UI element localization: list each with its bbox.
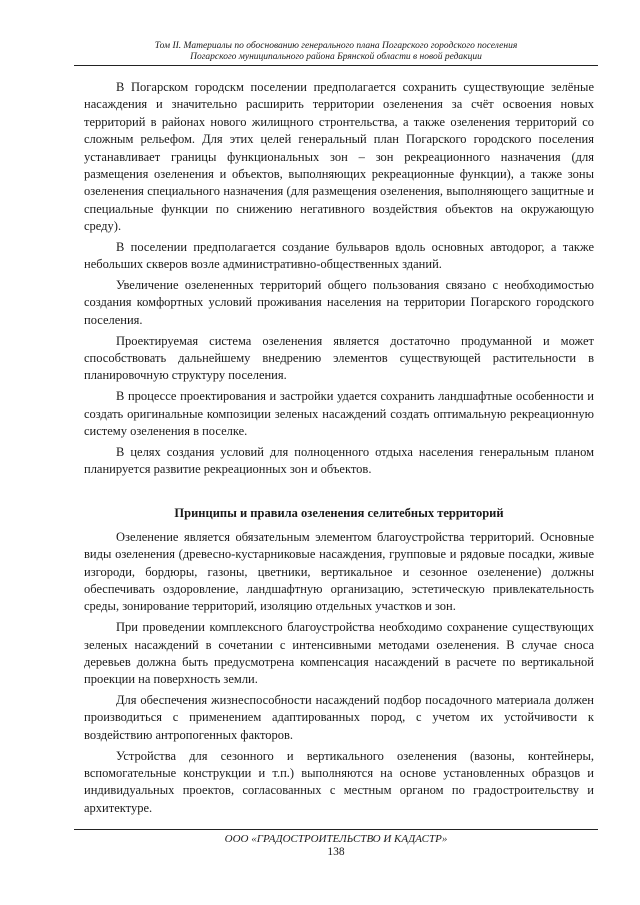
paragraph-9: Для обеспечения жизнеспособности насаждений подбор посадочного материала должен производиться с применением адаптированных пород, с учетом их устойчивости к воздействию антропогенных факторов.	[84, 693, 594, 742]
header-divider	[74, 65, 598, 66]
body-text	[84, 79, 594, 821]
paragraph-2: В поселении предполагается создание бульваров вдоль основных автодорог, а также небольших скверов возле административно-общественных зданий.	[84, 239, 594, 272]
section-title: Принципы и правила озеленения селитебных территорий	[174, 506, 504, 521]
paragraph-4: Проектируемая система озеленения является достаточно продуманной и может способствовать дальнейшему внедрению элементов существующей растительности в планировочную структуру поселения.	[84, 333, 594, 383]
page-number: 138	[327, 846, 345, 858]
paragraph-7: Озеленение является обязательным элементом благоустройства территорий. Основные виды озеленения (древесно-кустарниковые насаждения, групповые и рядовые посадки, живые изгороди, бордюры, газоны, цветники, вертикальное и сезонное озеленение) должны обеспечивать оздоровление, ландшафтную организацию, эстетическую привлекательность среды, зонирование территорий, изоляцию отдельных участков и зон.	[84, 529, 594, 614]
paragraph-8: При проведении комплексного благоустройства необходимо сохранение существующих зеленых насаждений в сочетании с интенсивными методами озеленения. В случае сноса деревьев должна быть предусмотрена компенсация насаждений в расчете по вертикальной проекции на поверхность земли.	[84, 620, 594, 687]
running-header	[74, 41, 598, 63]
running-header-line-1: Том II. Материалы по обоснованию генерального плана Погарского городского поселения	[154, 41, 518, 51]
paragraph-6: В целях создания условий для полноценного отдыха населения генеральным планом планируется развитие рекреационных зон и объектов.	[84, 444, 594, 477]
paragraph-1: В Погарском городскм поселении предполагается сохранить существующие зелёные насаждения и значительно расширить территории озеленения за счёт освоения новых территорий в районах нового жилищного стронтельства, а также озеленения территорий со сложным рельефом. Для этих целей генеральный план Погарского городского поселения устанавливает границы функциональных зон – зон рекреационного назначения (для размещения озеленения и объектов, выполняющих рекреационные функции), а также зоны озеленения специального назначения (для размещения озеленения, выполняющего защитные и специальные функции по снижению негативного воздействия объектов на окружающую среду).	[84, 80, 594, 234]
running-header-line-2: Погарского муниципального района Брянской области в новой редакции	[190, 52, 482, 62]
footer-divider	[74, 829, 598, 830]
footer-organization: ООО «ГРАДОСТРОИТЕЛЬСТВО И КАДАСТР»	[224, 833, 448, 845]
paragraph-3: Увеличение озелененных территорий общего пользования связано с необходимостью создания комфортных условий проживания населения на территории Погарского городского поселения.	[84, 278, 594, 327]
paragraph-10: Устройства для сезонного и вертикального озеленения (вазоны, контейнеры, вспомогательные конструкции и т.п.) выполняются на основе установленных образцов и индивидуальных проектов, согласованных с местным органом по градостроительству и архитектуре.	[84, 748, 594, 815]
paragraph-5: В процессе проектирования и застройки удается сохранить ландшафтные особенности и создать оригинальные композиции зеленых насаждений создать оптимальную рекреационную систему озеленения в поселке.	[84, 389, 594, 438]
